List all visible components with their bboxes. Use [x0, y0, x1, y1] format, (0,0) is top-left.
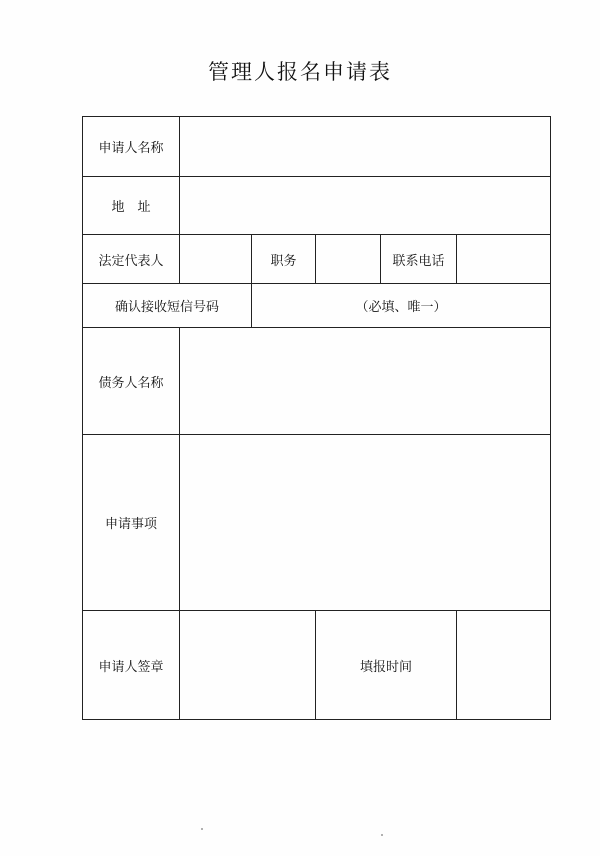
application-matter-label: 申请事项 — [83, 435, 180, 611]
scan-speck — [201, 828, 203, 830]
sms-number-label: 确认接收短信号码 — [83, 284, 252, 328]
form-title: 管理人报名申请表 — [208, 60, 392, 84]
row-applicant-name — [83, 117, 551, 177]
signature-field[interactable] — [180, 611, 316, 720]
fill-time-label: 填报时间 — [316, 611, 457, 720]
row-debtor-name — [83, 328, 551, 435]
phone-field[interactable] — [457, 235, 551, 284]
address-label: 地 址 — [83, 177, 180, 235]
sms-number-hint: （必填、唯一） — [355, 300, 447, 315]
position-field[interactable] — [316, 235, 381, 284]
row-address — [83, 177, 551, 235]
fill-time-field[interactable] — [457, 611, 551, 720]
applicant-name-label: 申请人名称 — [83, 117, 180, 177]
row-application-matter — [83, 435, 551, 611]
sms-number-field[interactable] — [252, 284, 551, 328]
applicant-name-field[interactable] — [180, 117, 551, 177]
legal-rep-field[interactable] — [180, 235, 252, 284]
application-matter-field[interactable] — [180, 435, 551, 611]
phone-label: 联系电话 — [381, 235, 457, 284]
row-signature — [83, 611, 551, 720]
scan-speck — [381, 834, 383, 836]
application-form-table — [82, 116, 551, 720]
signature-label: 申请人签章 — [83, 611, 180, 720]
address-field[interactable] — [180, 177, 551, 235]
legal-rep-label: 法定代表人 — [83, 235, 180, 284]
debtor-name-field[interactable] — [180, 328, 551, 435]
position-label: 职务 — [252, 235, 316, 284]
debtor-name-label: 债务人名称 — [83, 328, 180, 435]
row-legal-rep — [83, 235, 551, 284]
row-sms-number — [83, 284, 551, 328]
